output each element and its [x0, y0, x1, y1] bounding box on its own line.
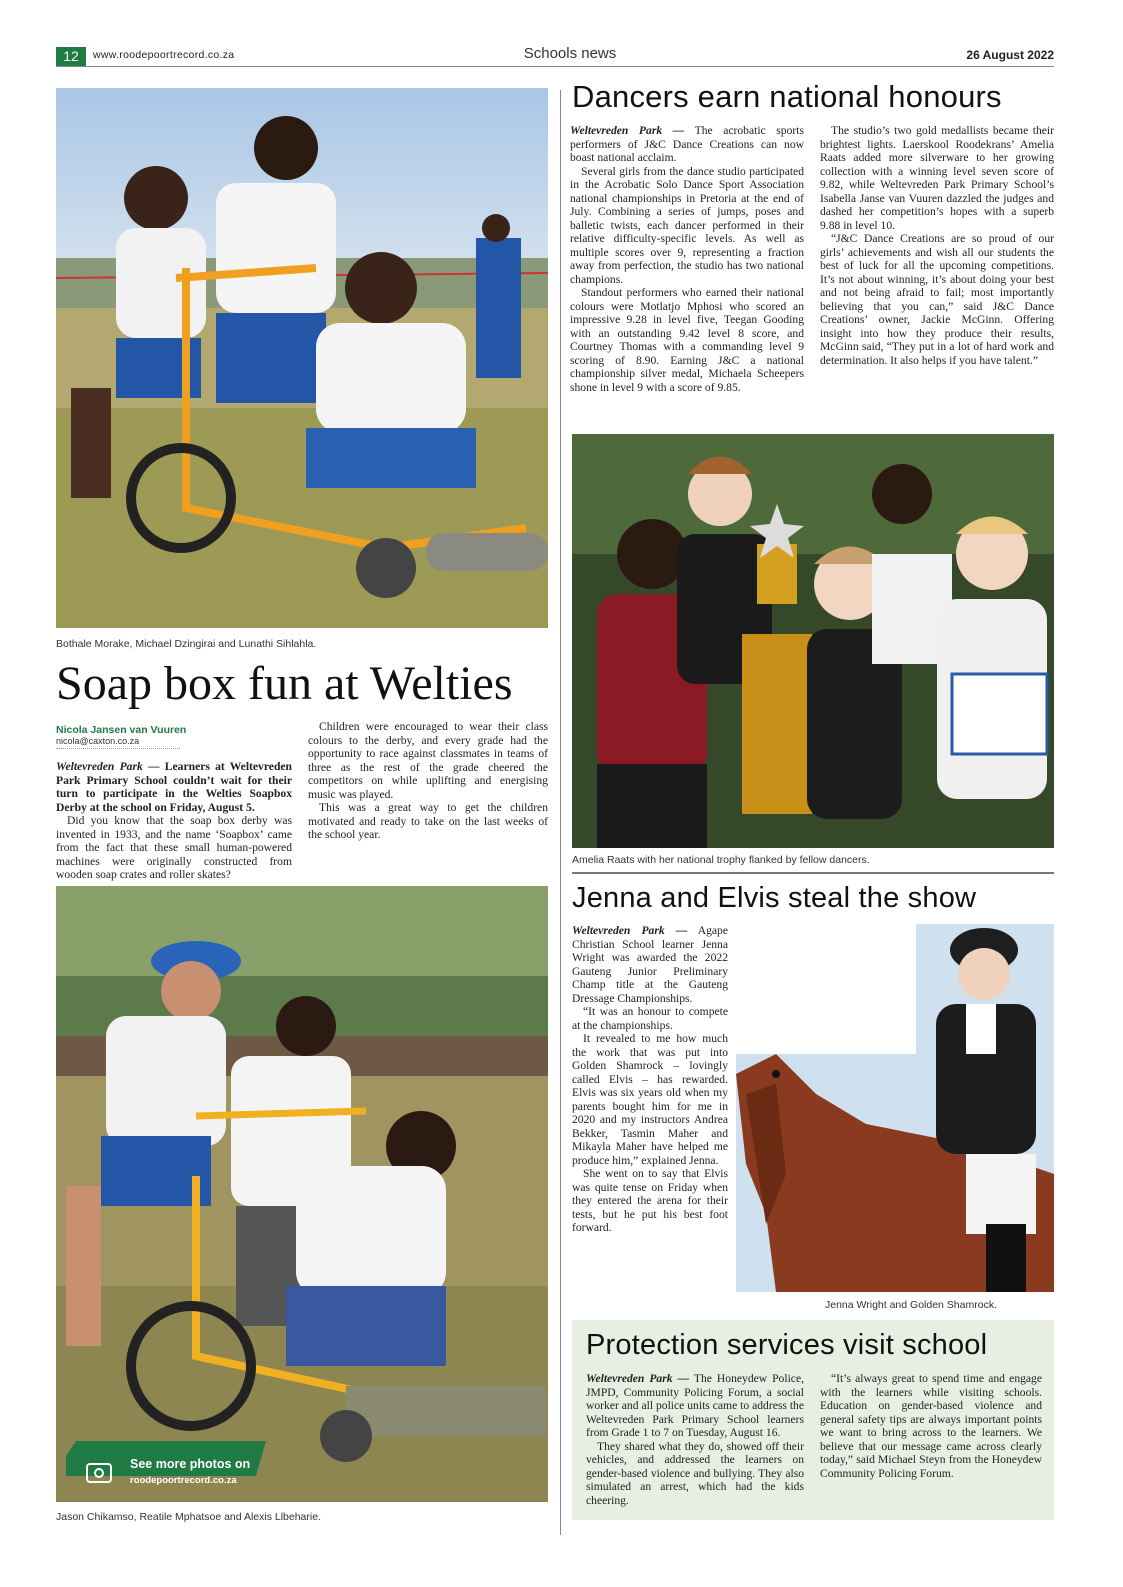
byline-email[interactable]: nicola@caxton.co.za: [56, 736, 140, 746]
page-number: 12: [56, 47, 86, 66]
dancers-dateline: Weltevreden Park —: [570, 124, 685, 137]
dancers-p2: Several girls from the dance studio participated in the Acrobatic Solo Dance Sport Association national championships in Pretoria at the end of July. Combining a series of jumps, poses and balletic twists, each dancer performed in their relative difficulty-specific levels. As well as multiple scores over 9, representing a fraction away from perfection, the studio has two national champions.: [570, 164, 804, 286]
soapbox-photo-1-caption: Bothale Morake, Michael Dzingirai and Lunathi Sihlahla.: [56, 638, 317, 650]
jenna-headline: Jenna and Elvis steal the show: [572, 882, 977, 914]
jenna-photo: [736, 924, 1054, 1292]
soapbox-p4: This was a great way to get the children motivated and ready to take on the last weeks of the school year.: [308, 801, 548, 841]
soapbox-p2: Did you know that the soap box derby was invented in 1933, and the name ‘Soapbox’ came from the fact that these small human-powered machines were originally constructed from wooden soap crates and roller skates?: [56, 814, 292, 881]
jenna-p4: She went on to say that Elvis was quite tense on Friday when they entered the arena for their tests, but he put his best foot forward.: [572, 1167, 728, 1234]
jenna-dateline: Weltevreden Park —: [572, 924, 688, 937]
soapbox-dateline: Weltevreden Park —: [56, 760, 160, 773]
camera-icon: [86, 1463, 112, 1483]
header-rule: [56, 66, 1054, 67]
dancers-p5: “J&C Dance Creations are so proud of our girls’ achievements and wish all our students the best of luck for all the upcoming competitions. It’s not about winning, it’s about doing your best and not being afraid to fail; most importantly believing that you can,” said J&C Dance Creations’ owner, Jackie McGinn. Offering insight into how they produce their results, McGinn said, “They put in a lot of hard work and determination. It also helps if you have talent.”: [820, 232, 1054, 367]
soapbox-p3: Children were encouraged to wear their class colours to the derby, and every grade had the opportunity to race against classmates in teams of three as the rest of the grade cheered the competitors on while uplifting and energising music was played.: [308, 720, 548, 801]
soapbox-photo-1: [56, 88, 548, 628]
soapbox-photo-2: [56, 886, 548, 1502]
soapbox-column-1: [56, 760, 292, 882]
site-url[interactable]: www.roodepoortrecord.co.za: [93, 49, 235, 61]
protection-headline: Protection services visit school: [586, 1329, 988, 1361]
byline-name: Nicola Jansen van Vuuren: [56, 724, 187, 736]
protection-column-1: [586, 1372, 804, 1507]
protection-column-2: [820, 1372, 1042, 1480]
protection-p3: “It’s always great to spend time and engage with the learners while visiting schools. Education on gender-based violence and general safety tips are always important points we want to bring across to the learners. We believe that our message came across clearly today,” said Michael Steyn from the Honeydew Community Policing Forum.: [820, 1372, 1042, 1480]
soapbox-headline: Soap box fun at Welties: [56, 657, 513, 710]
dancers-photo-caption: Amelia Raats with her national trophy flanked by fellow dancers.: [572, 854, 870, 866]
jenna-photo-caption: Jenna Wright and Golden Shamrock.: [825, 1299, 997, 1311]
protection-p1: The Honeydew Police, JMPD, Community Policing Forum, a social worker and all police units came to address the Weltevreden Park Primary School learners from Grade 1 to 7 on Tuesday, August 16.: [586, 1372, 804, 1439]
dancers-p4: The studio’s two gold medallists became their brightest lights. Laerskool Roodekrans’ Amelia Raats added more silverware to her growing collection with a winning level seven score of 9.82, while Weltevreden Park Primary School’s Isabella Janse van Vuuren dazzled the judges and dashed her competition’s hopes with a superb 9.88 in level 10.: [820, 124, 1054, 232]
column-divider: [560, 90, 561, 1535]
section-title: Schools news: [523, 45, 617, 62]
jenna-p1: Agape Christian School learner Jenna Wright was awarded the 2022 Gauteng Junior Preliminary Champ title at the Gauteng Dressage Championships.: [572, 924, 728, 1005]
dancers-column-2: [820, 124, 1054, 367]
jenna-column-1-cont: [572, 1050, 728, 1300]
dancers-column-1: [570, 124, 804, 394]
soapbox-column-2: [308, 720, 548, 842]
dancers-p1: The acrobatic sports performers of J&C Dance Creations can now boast national acclaim.: [570, 124, 804, 164]
protection-dateline: Weltevreden Park —: [586, 1372, 690, 1385]
dancers-p3: Standout performers who earned their national colours were Motlatjo Mphosi who scored an impressive 9.28 in level five, Teegan Gooding with an outstanding 9.42 level 8 score, and Courtney Thomas with a commanding level 9 scoring of 8.90. Earning J&C a national championship silver medal, Michaela Scheepers shone in level 9 with a score of 9.85.: [570, 286, 804, 394]
soapbox-photo-2-caption: Jason Chikamso, Reatile Mphatsoe and Alexis Llbeharie.: [56, 1511, 321, 1523]
jenna-p3: It revealed to me how much the work that was put into Golden Shamrock – lovingly called Elvis – has rewarded. Elvis was six years old when my parents bought him for me in 2020 and my instructors Andrea Bekker, Tasmin Maher and Mikayla Maher have helped me produce him,” explained Jenna.: [572, 1032, 728, 1167]
promo-line-1: See more photos on: [130, 1457, 251, 1471]
protection-p2: They shared what they do, showed off their vehicles, and addressed the learners on gender-based violence and bullying. They also simulated an arrest, which had the kids cheering.: [586, 1439, 804, 1507]
issue-date: 26 August 2022: [966, 48, 1054, 62]
promo-line-2[interactable]: roodepoortrecord.co.za: [130, 1475, 237, 1486]
see-more-photos-badge[interactable]: [66, 1455, 256, 1493]
dancers-photo: [572, 434, 1054, 848]
dancers-headline: Dancers earn national honours: [572, 79, 1002, 114]
soapbox-lead: Learners at Weltevreden Park Primary School couldn’t wait for their turn to participate in the Welties Soapbox Derby at the school on Friday, August 5.: [56, 760, 292, 814]
byline-divider: [56, 748, 180, 749]
soapbox-byline: [56, 724, 296, 749]
jenna-p2: “It was an honour to compete at the championships.: [572, 1005, 728, 1032]
section-divider: [572, 872, 1054, 874]
